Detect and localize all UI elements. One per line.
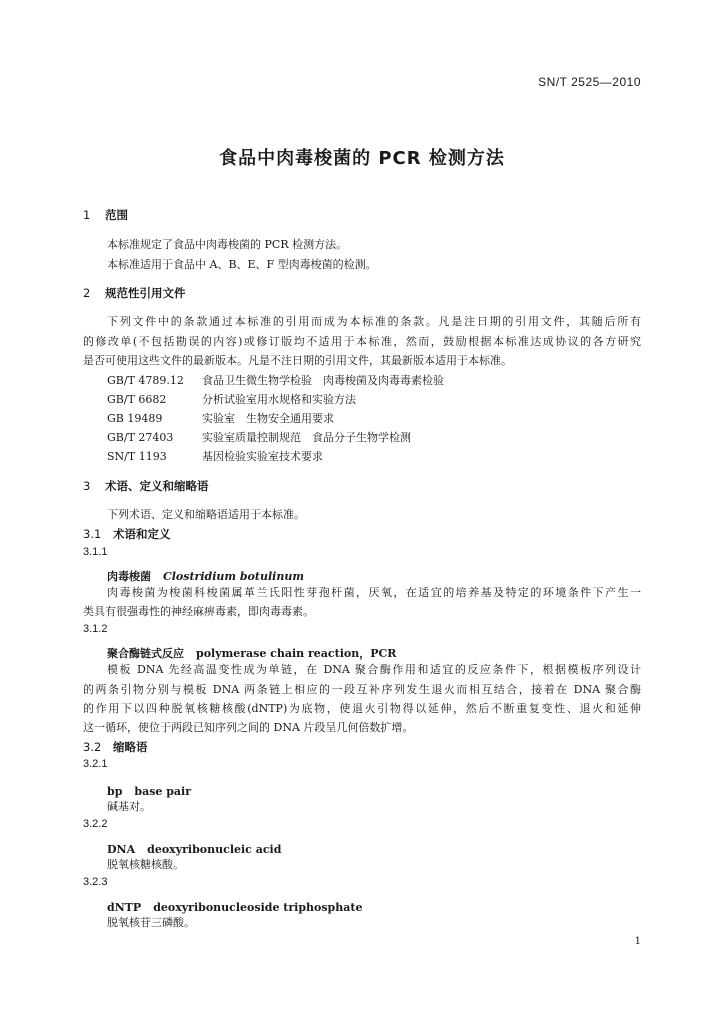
section-title: 术语、定义和缩略语 [105,479,209,493]
reference-name: 基因检验实验室技术要求 [202,450,323,463]
paragraph: 本标准适用于食品中 A、B、E、F 型肉毒梭菌的检测。 [107,258,377,271]
page-number: 1 [634,936,641,947]
section-title: 范围 [105,208,128,222]
section-number: 2 [83,286,91,300]
paragraph: 下列术语、定义和缩略语适用于本标准。 [107,508,305,521]
section-number: 3.1 [83,527,102,541]
paragraph-line: 是否可使用这些文件的最新版本。凡是不注日期的引用文件，其最新版本适用于本标准。 [83,354,512,367]
abbreviation: DNA [107,843,136,856]
reference-item [107,372,444,388]
subsection-3-2-heading [83,739,148,755]
definition-line: 的两条引物分别与模板 DNA 两条链上相应的一段互补序列发生退火而相互结合，接着在 DNA 聚合酶 [83,683,641,696]
term-entry [107,642,396,661]
reference-code: GB 19489 [107,412,163,425]
page-title: 食品中肉毒梭菌的 PCR 检测方法 [219,148,505,169]
section-number: 3.2 [83,740,102,754]
definition-line: 肉毒梭菌为梭菌科梭菌属革兰氏阳性芽孢杆菌，厌氧，在适宜的培养基及特定的环境条件下产生一 [107,586,641,599]
definition-line: 这一循环，使位于两段已知序列之间的 DNA 片段呈几何倍数扩增。 [83,721,414,734]
reference-name: 实验室质量控制规范 食品分子生物学检测 [202,431,411,444]
term-entry [107,565,304,584]
paragraph-line: 下列文件中的条款通过本标准的引用而成为本标准的条款。凡是注日期的引用文件，其随后所有 [107,315,641,328]
section-number: 3 [83,479,91,493]
term-chinese: 聚合酶链式反应 [107,647,184,660]
definition-line: 脱氧核苷三磷酸。 [107,916,195,929]
section-number: 1 [83,208,91,222]
section-3-heading [83,478,209,494]
clause-number: 3.2.2 [83,818,108,830]
section-1-heading [83,207,128,223]
abbreviation: dNTP [107,901,142,914]
definition-line: 的作用下以四种脱氧核糖核酸(dNTP)为底物，使退火引物得以延伸，然后不断重复变性、退火和延伸 [83,702,641,715]
clause-number: 3.1.2 [83,623,108,635]
definition-line: 类具有很强毒性的神经麻痹毒素，即肉毒毒素。 [83,605,314,618]
subsection-3-1-heading [83,526,171,542]
section-title: 缩略语 [113,740,148,754]
standard-number: SN/T 2525—2010 [538,75,641,89]
abbreviation: bp [107,785,123,798]
reference-code: GB/T 27403 [107,431,174,444]
section-2-heading [83,285,186,301]
reference-code: GB/T 6682 [107,393,167,406]
paragraph-line: 的修改单(不包括勘误的内容)或修订版均不适用于本标准，然而，鼓励根据本标准达成协议的各方研究 [83,335,641,348]
reference-code: SN/T 1193 [107,450,167,463]
reference-item [107,448,323,464]
reference-name: 实验室 生物安全通用要求 [202,412,334,425]
reference-item [107,410,334,426]
clause-number: 3.1.1 [83,546,108,558]
term-english: Clostridium botulinum [163,570,304,583]
definition-line: 模板 DNA 先经高温变性成为单链，在 DNA 聚合酶作用和适宜的反应条件下，根据模板序列设计 [107,663,641,676]
clause-number: 3.2.3 [83,876,108,888]
reference-code: GB/T 4789.12 [107,374,184,387]
definition-line: 碱基对。 [107,800,151,813]
reference-name: 分析试验室用水规格和实验方法 [202,393,356,406]
clause-number: 3.2.1 [83,758,108,770]
section-title: 术语和定义 [113,527,171,541]
abbreviation-entry [107,780,191,799]
reference-name: 食品卫生微生物学检验 肉毒梭菌及肉毒毒素检验 [202,374,444,387]
abbreviation-entry [107,838,281,857]
abbreviation-full: deoxyribonucleoside triphosphate [153,901,363,914]
term-chinese: 肉毒梭菌 [107,570,151,583]
term-english: polymerase chain reaction，PCR [196,647,397,660]
abbreviation-entry [107,896,362,915]
abbreviation-full: deoxyribonucleic acid [147,843,282,856]
reference-item [107,429,411,445]
paragraph: 本标准规定了食品中肉毒梭菌的 PCR 检测方法。 [107,238,348,251]
section-title: 规范性引用文件 [105,286,186,300]
definition-line: 脱氧核糖核酸。 [107,858,184,871]
abbreviation-full: base pair [134,785,192,798]
reference-item [107,391,356,407]
